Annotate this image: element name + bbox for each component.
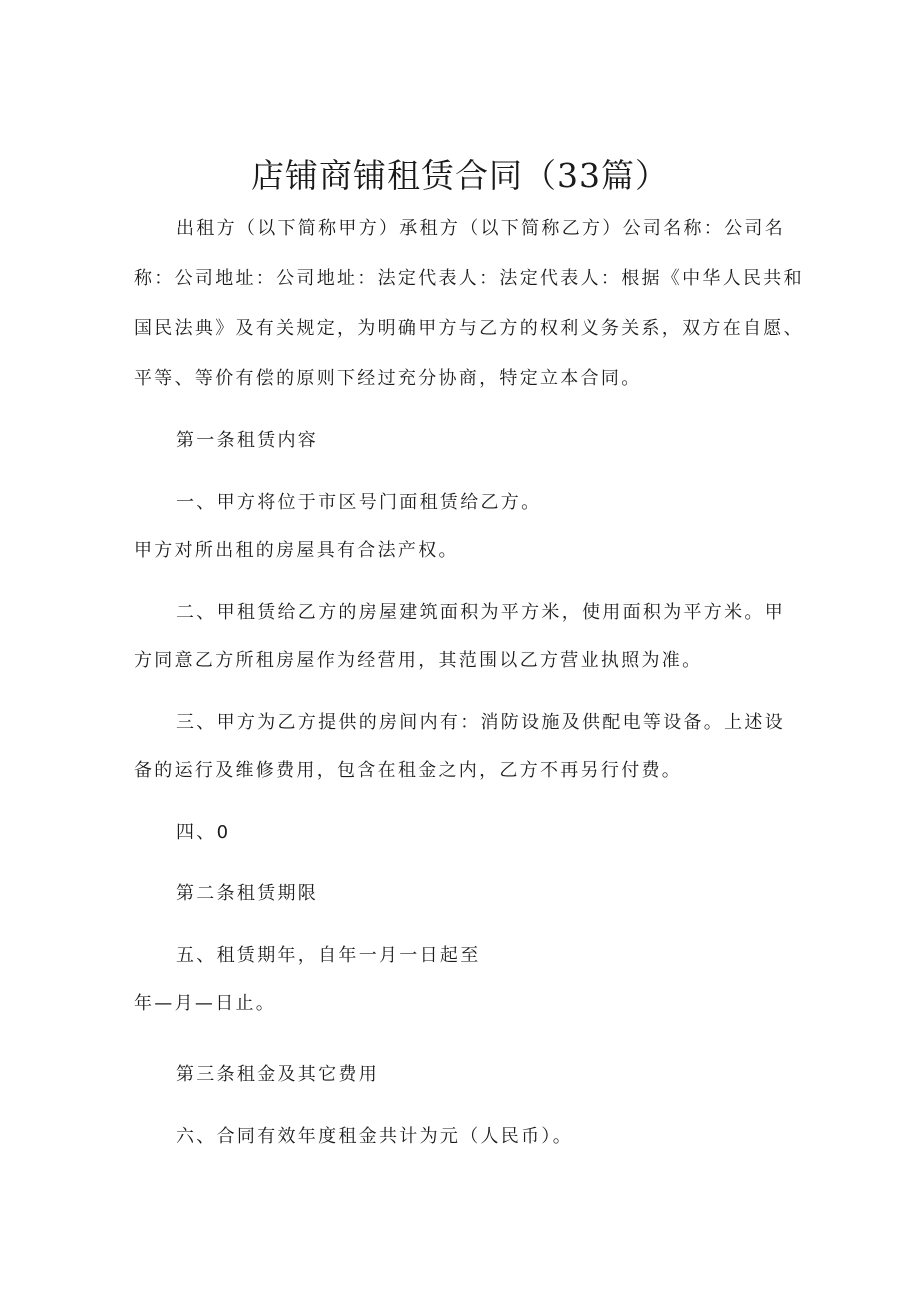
- paragraph-line: 国民法典》及有关规定，为明确甲方与乙方的权利义务关系，双方在自愿、: [134, 318, 804, 339]
- paragraph-line: 年—月—日止。: [134, 993, 277, 1014]
- paragraph-line: 五、租赁期年，自年一月一日起至: [176, 945, 481, 966]
- paragraph-line: 平等、等价有偿的原则下经过充分协商，特定立本合同。: [134, 368, 642, 389]
- paragraph-line: 称：公司地址：公司地址：法定代表人：法定代表人：根据《中华人民共和: [134, 268, 804, 289]
- paragraph-line: 方同意乙方所租房屋作为经营用，其范围以乙方营业执照为准。: [134, 650, 703, 671]
- section-heading: 第三条租金及其它费用: [176, 1064, 379, 1085]
- section-heading: 第二条租赁期限: [176, 883, 319, 904]
- paragraph-line: 备的运行及维修费用，包含在租金之内，乙方不再另行付费。: [134, 760, 683, 781]
- paragraph-line: 六、合同有效年度租金共计为元（人民币）。: [176, 1126, 573, 1147]
- paragraph-line: 三、甲方为乙方提供的房间内有：消防设施及供配电等设备。上述设: [176, 712, 785, 733]
- paragraph-line: 一、甲方将位于市区号门面租赁给乙方。: [176, 492, 542, 513]
- paragraph-line: 四、0: [176, 822, 231, 843]
- paragraph-line: 出租方（以下简称甲方）承租方（以下简称乙方）公司名称：公司名: [176, 218, 785, 239]
- document-title: 店铺商铺租赁合同（33篇）: [251, 156, 669, 195]
- section-heading: 第一条租赁内容: [176, 430, 319, 451]
- paragraph-line: 二、甲租赁给乙方的房屋建筑面积为平方米，使用面积为平方米。甲: [176, 602, 785, 623]
- paragraph-line: 甲方对所出租的房屋具有合法产权。: [134, 540, 459, 561]
